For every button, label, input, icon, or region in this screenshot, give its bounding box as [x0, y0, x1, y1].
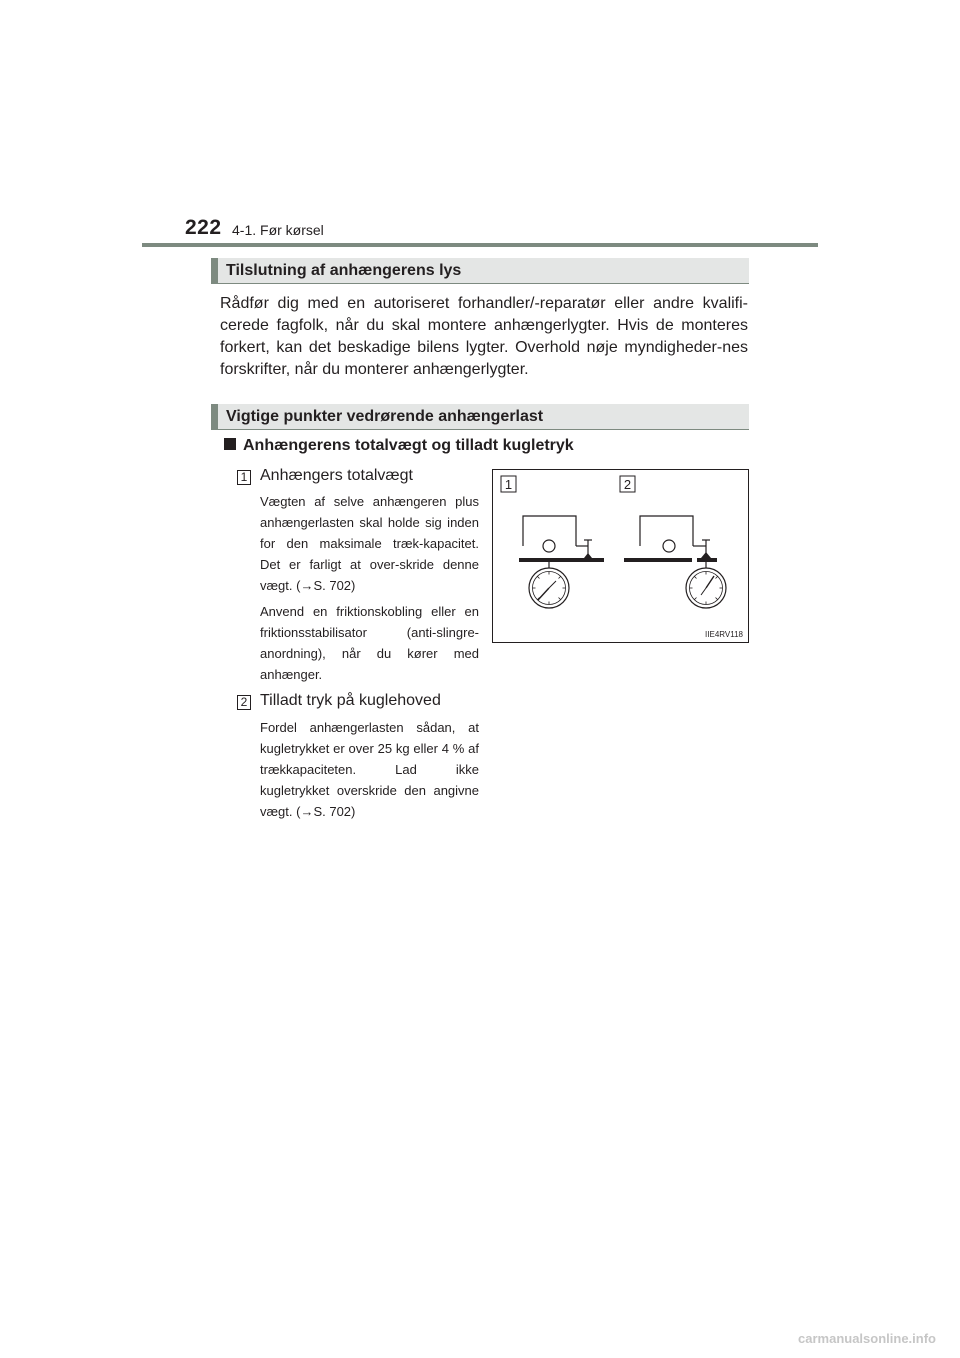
- heading-tab: [211, 404, 218, 429]
- figure-label-2-text: 2: [623, 477, 632, 492]
- heading-tab: [211, 258, 218, 283]
- section-heading-lights: [211, 258, 749, 284]
- subheading: [224, 437, 574, 455]
- scale-platform: [697, 558, 717, 562]
- trailer-wheel: [663, 540, 675, 552]
- scale-platform: [519, 558, 604, 562]
- section-reference: 4-1. Før kørsel: [232, 222, 324, 238]
- section-heading-load: [211, 404, 749, 430]
- header-divider: [142, 243, 818, 247]
- item-1-paragraph-2: Anvend en friktionskobling eller en friktionsstabilisator (anti-slingre-anordning), når du kører med anhænger.: [260, 604, 479, 682]
- number-1-icon: 1: [237, 470, 251, 485]
- number-2-icon: 2: [237, 695, 251, 710]
- subheading-text: Anhængerens totalvægt og tilladt kugletryk: [243, 437, 574, 454]
- item-1-paragraph-1: Vægten af selve anhængeren plus anhængerlasten skal holde sig inden for den maksimale træk-kapacitet. Det er farligt at over-skride denne vægt. (→S. 702): [260, 494, 479, 593]
- ground-line: [624, 558, 692, 562]
- bullet-square-icon: [224, 438, 236, 450]
- figure-label-2: [620, 476, 635, 492]
- trailer-weight-illustration: [492, 469, 749, 643]
- figure-frame: [493, 470, 749, 643]
- watermark: carmanualsonline.info: [798, 1331, 936, 1346]
- page-number: 222: [185, 216, 222, 239]
- trailer-wheel: [543, 540, 555, 552]
- item-2-title: Tilladt tryk på kuglehoved: [260, 692, 441, 709]
- figure-label-1-text: 1: [504, 477, 513, 492]
- section-heading-text: Vigtige punkter vedrørende anhængerlast: [226, 408, 544, 425]
- item-2-paragraph-1: Fordel anhængerlasten sådan, at kugletrykket er over 25 kg eller 4 % af trækkapaciteten. Lad ikke kugletrykket overskride den angivne vægt. (→S. 702): [260, 720, 479, 819]
- figure-code: IIE4RV118: [705, 630, 743, 639]
- intro-paragraph: Rådfør dig med en autoriseret forhandler/-reparatør eller andre kvalifi-cerede fagfolk, når du skal montere anhængerlygter. Hvis de monteres forkert, kan det beskadige bilens lygter. Overhold nøje myndigheder-nes forskrifter, når du monterer anhængerlygter.: [220, 295, 748, 378]
- figure-label-1: [501, 476, 516, 492]
- section-heading-text: Tilslutning af anhængerens lys: [226, 262, 462, 279]
- item-1-title: Anhængers totalvægt: [260, 467, 413, 484]
